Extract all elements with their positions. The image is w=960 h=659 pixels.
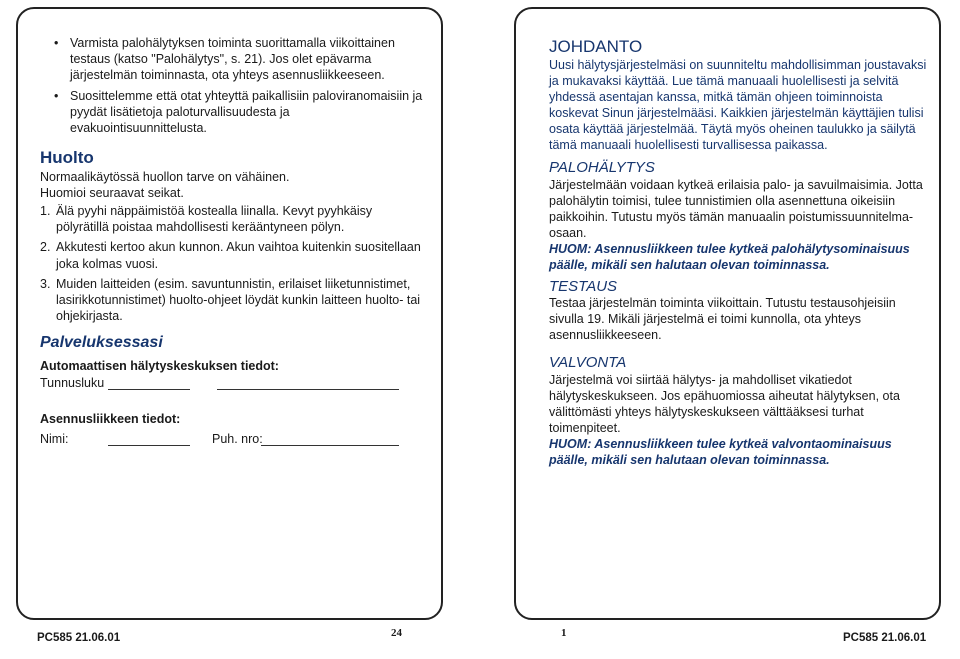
nimi-field[interactable] [108, 445, 190, 446]
installer-heading: Asennusliikkeen tiedot: [40, 412, 181, 426]
nimi-label: Nimi: [40, 432, 69, 446]
palohalytys-body: Järjestelmään voidaan kytkeä erilaisia palo- ja savuilmaisimia. Jotta palohälytin toimisi, tulee tunnistimien olla asennettuna oikeisiin paikkoihin. Tutustu myös tämän manuaalin poistumissuunnitelma-osaan. [549, 178, 923, 240]
left-page-number: 24 [391, 627, 402, 639]
bullet-icon: • [54, 36, 59, 50]
step-text: Akkutesti kertoo akun kunnon. Akun vaihtoa kuitenkin suositellaan joka kolmas vuosi. [56, 240, 421, 271]
step-text: Älä pyyhi näppäimistöä kostealla liinalla. Kevyt pyyhkäisy pölyrätillä poistaa mahdollisesti kerääntyneen pölyn. [56, 204, 373, 235]
bullet-text: Varmista palohälytyksen toiminta suorittamalla viikoittainen testaus (katso "Palohälytys", s. 21). Jos olet epävarma järjestelmän toiminnasta, ota yhteys asennusliikkeeseen. [70, 36, 395, 83]
left-page [16, 7, 443, 620]
palohalytys-heading: PALOHÄLYTYS [549, 159, 655, 176]
tunnusluku-label: Tunnusluku [40, 376, 105, 390]
right-page-number: 1 [561, 627, 567, 639]
puh-field[interactable] [261, 445, 399, 446]
bullet-icon: • [54, 88, 59, 103]
huolto-heading: Huolto [40, 148, 94, 167]
bullet-text: Suosittelemme että otat yhteyttä paikallisiin paloviranomaisiin ja pyydät lisätietoja paloturvallisuudesta ja evakuointisuunnittelusta. [70, 88, 423, 136]
right-page [514, 7, 941, 620]
palohalytys-note: HUOM: Asennusliikkeen tulee kytkeä palohälytysominaisuus päälle, mikäli sen halutaan olevan toiminnassa. [549, 242, 910, 272]
valvonta-note: HUOM: Asennusliikkeen tulee kytkeä valvontaominaisuus päälle, mikäli sen halutaan olevan toiminnassa. [549, 437, 892, 467]
palvelu-heading: Palveluksessasi [40, 334, 163, 351]
puh-label: Puh. nro: [212, 432, 263, 446]
step-number: 2. [40, 240, 51, 255]
palohalytys-text [549, 177, 927, 273]
step-text: Muiden laitteiden (esim. savuntunnistin, erilaiset liiketunnistimet, lasirikkotunnistimet) huolto-ohjeet löydät kunkin laitteen huolto- tai ohjekirjasta. [56, 276, 421, 324]
maintenance-step [40, 203, 425, 235]
testaus-text: Testaa järjestelmän toiminta viikoittain. Tutustu testausohjeisiin sivulla 19. Mikäli järjestelmä ei toimi kunnolla, ota yhteys asennusliikkeeseen. [549, 296, 896, 342]
huolto-intro-line-2: Huomioi seuraavat seikat. [40, 186, 184, 200]
left-footer: PC585 21.06.01 [37, 632, 121, 644]
list-item [54, 88, 424, 137]
huolto-intro-line-1: Normaalikäytössä huollon tarve on vähäinen. [40, 170, 290, 184]
maintenance-step [40, 239, 425, 271]
johdanto-text: Uusi hälytysjärjestelmäsi on suunniteltu mahdollisimman joustavaksi ja mukavaksi käyttää. Lue tämä manuaali huolellisesti ja selvitä yhdessä asentajan kanssa, mitkä tämän ohjeen toiminnoista koskevat Sinun järjestelmääsi. Kaikkien järjestelmän käyttäjien tulisi osata käyttää järjestelmää. Täytä myös oheinen taulukko ja säilytä tämä manuaali huolellisesti turvallisessa paikassa. [549, 58, 927, 152]
alarm-center-heading: Automaattisen hälytyskeskuksen tiedot: [40, 359, 279, 373]
valvonta-heading: VALVONTA [549, 354, 627, 371]
maintenance-step [40, 276, 425, 325]
valvonta-text [549, 372, 927, 468]
maintenance-steps [40, 203, 425, 328]
tunnusluku-field[interactable] [108, 389, 190, 390]
testaus-heading: TESTAUS [549, 278, 618, 295]
alarm-center-extra-field[interactable] [217, 389, 399, 390]
valvonta-body: Järjestelmä voi siirtää hälytys- ja mahdolliset vikatiedot hälytyskeskukseen. Jos epähuomiossa aiheutat hälytyksen, ota välittömästi yhteys hälytyskeskukseen välttääksesi turhat toimenpiteet. [549, 373, 900, 435]
safety-bullet-list [54, 35, 424, 140]
johdanto-heading: JOHDANTO [549, 37, 643, 56]
step-number: 1. [40, 204, 51, 218]
list-item [54, 35, 424, 84]
right-footer: PC585 21.06.01 [843, 632, 927, 644]
step-number: 3. [40, 276, 51, 291]
